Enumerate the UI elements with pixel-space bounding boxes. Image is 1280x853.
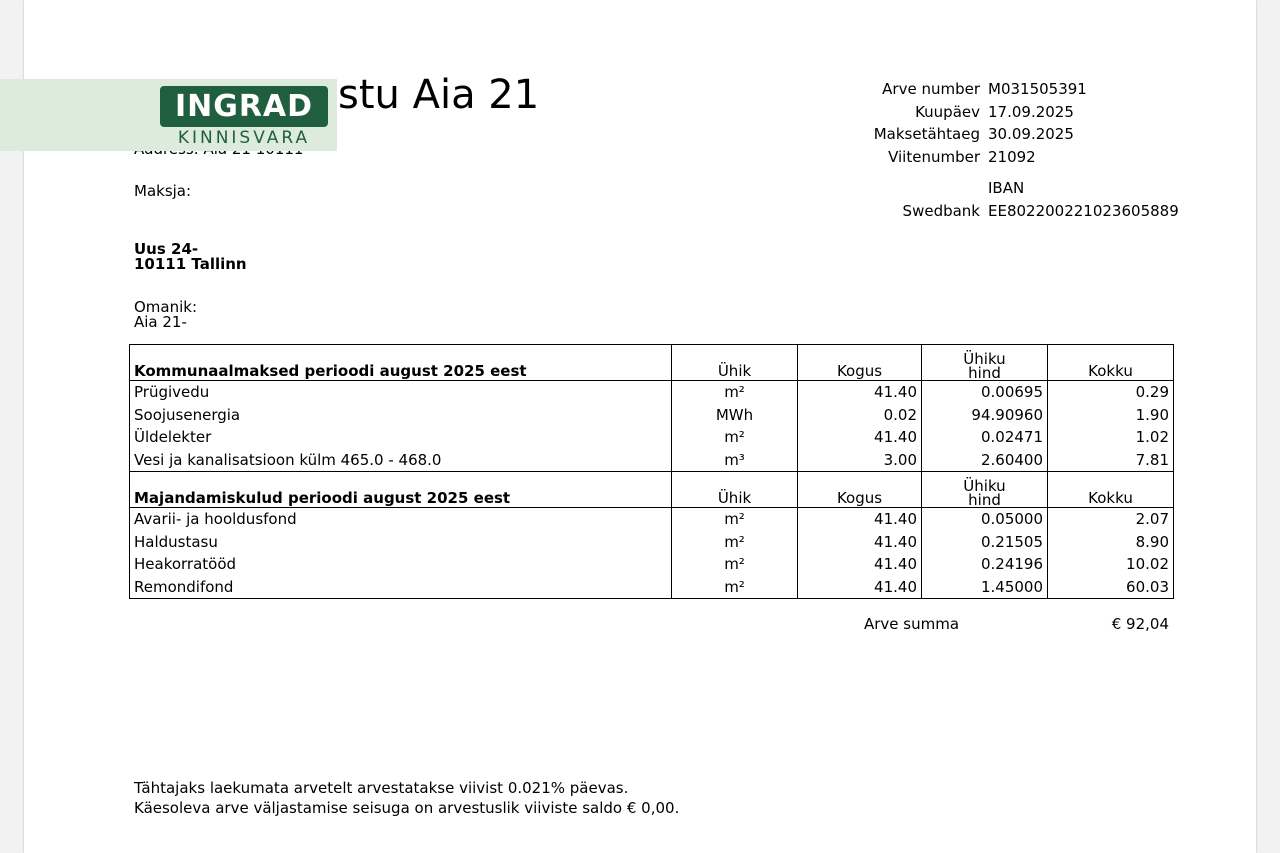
charges-table [129,344,1174,599]
item-unit: m² [672,426,798,449]
footer-line: Tähtajaks laekumata arvetelt arvestatakse viivist 0.021% päevas. [134,779,629,797]
section-title: Majandamiskulud perioodi august 2025 eest [130,472,672,508]
payer-label: Maksja: [134,182,192,200]
item-name: Prügivedu [130,381,672,404]
table-row [130,576,1174,599]
col-qty: Kogus [798,472,922,508]
item-unit: m³ [672,449,798,472]
item-price: 0.05000 [922,508,1048,531]
invoice-date: 17.09.2025 [988,102,1074,121]
iban-header-row [830,176,1173,199]
table-row [130,404,1174,427]
item-name: Vesi ja kanalisatsioon külm 465.0 - 468.0 [130,449,672,472]
item-qty: 41.40 [798,576,922,599]
item-total: 1.02 [1048,426,1174,449]
logo-name: INGRAD [174,89,314,124]
invoice-meta [830,78,1173,168]
item-qty: 0.02 [798,404,922,427]
col-price-line1: Ühiku [963,350,1006,368]
item-price: 94.90960 [922,404,1048,427]
item-name: Üldelekter [130,426,672,449]
col-price-line1: Ühiku [963,477,1006,495]
invoice-number: M031505391 [988,80,1087,99]
bank-name: Swedbank [902,201,980,220]
footer-line: Käesoleva arve väljastamise seisuga on arvestuslik viiviste saldo € 0,00. [134,799,680,817]
item-qty: 41.40 [798,531,922,554]
col-unit: Ühik [672,345,798,381]
item-qty: 41.40 [798,553,922,576]
item-qty: 41.40 [798,426,922,449]
section-title: Kommunaalmaksed perioodi august 2025 eest [130,345,672,381]
col-price [922,345,1048,381]
item-total: 8.90 [1048,531,1174,554]
meta-row-reference [830,146,1173,169]
owner-address: Aia 21- [134,313,187,331]
item-price: 1.45000 [922,576,1048,599]
owner-label: Omanik: [134,298,198,316]
meta-label: Viitenumber [888,147,980,166]
item-unit: m² [672,381,798,404]
item-price: 0.02471 [922,426,1048,449]
item-name: Soojusenergia [130,404,672,427]
logo-subtitle: KINNISVARA [177,128,311,148]
table-row [130,531,1174,554]
col-price-line2: hind [968,364,1001,382]
bank-row [830,199,1179,222]
payer-street: Uus 24- [134,240,199,258]
table-row [130,508,1174,531]
col-price [922,472,1048,508]
meta-label: Arve number [882,80,980,99]
item-price: 2.60400 [922,449,1048,472]
item-unit: m² [672,553,798,576]
item-name: Haldustasu [130,531,672,554]
item-name: Heakorratööd [130,553,672,576]
col-total: Kokku [1048,472,1174,508]
table-row [130,449,1174,472]
meta-label: Maksetähtaeg [873,125,980,144]
meta-label: Kuupäev [915,102,980,121]
col-total: Kokku [1048,345,1174,381]
total-amount: € 92,04 [1111,615,1169,633]
item-total: 1.90 [1048,404,1174,427]
item-total: 0.29 [1048,381,1174,404]
col-qty: Kogus [798,345,922,381]
table-row [130,381,1174,404]
item-total: 10.02 [1048,553,1174,576]
item-qty: 3.00 [798,449,922,472]
col-price-line2: hind [968,491,1001,509]
table-row [130,426,1174,449]
reference-number: 21092 [988,147,1036,166]
item-price: 0.00695 [922,381,1048,404]
item-name: Avarii- ja hooldusfond [130,508,672,531]
iban-label: IBAN [988,178,1025,197]
item-unit: m² [672,508,798,531]
iban-value: EE802200221023605889 [988,201,1179,220]
col-unit: Ühik [672,472,798,508]
item-total: 2.07 [1048,508,1174,531]
bank-details [830,176,1179,222]
invoice-title: stu Aia 21 [338,72,540,118]
item-price: 0.21505 [922,531,1048,554]
item-unit: m² [672,531,798,554]
due-date: 30.09.2025 [988,125,1074,144]
item-qty: 41.40 [798,508,922,531]
item-name: Remondifond [130,576,672,599]
item-qty: 41.40 [798,381,922,404]
table-row [130,553,1174,576]
section-header [130,472,1174,508]
meta-row-due [830,123,1173,146]
item-unit: MWh [672,404,798,427]
footer-notes [134,778,679,818]
section-header [130,345,1174,381]
payer-city: 10111 Tallinn [134,255,247,273]
item-total: 60.03 [1048,576,1174,599]
item-unit: m² [672,576,798,599]
meta-row-number [830,78,1173,101]
item-total: 7.81 [1048,449,1174,472]
meta-row-date [830,101,1173,124]
item-price: 0.24196 [922,553,1048,576]
total-label: Arve summa [864,615,960,633]
